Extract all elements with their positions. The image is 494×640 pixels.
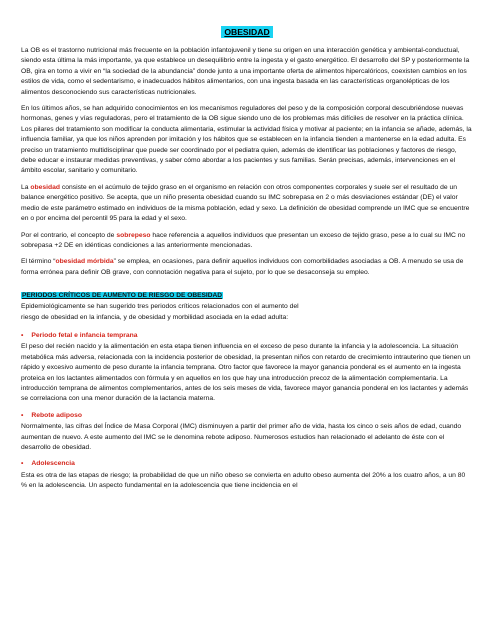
paragraph-knowledge: En los últimos años, se han adquirido conocimientos en los mecanismos reguladores del peso y de la composición corporal descubriéndose nuevas hormonas, genes y vías reguladoras, pero el tratamiento de la OB sigue siendo uno de los problemas más difíciles de resolver en la práctica clínica. Los pilares del tratamiento son modificar la conducta alimentaria, estimular la actividad física y motivar al paciente; en la infancia se añade, además, la influencia familiar, ya que los niños aprenden por imitación y los hábitos que se establecen en la infancia tienden a mantenerse en la edad adulta. Es preciso un tratamiento multidisciplinar que puede ser coordinado por el pediatra quien, además de identificar las poblaciones y factores de riesgo, debe educar e instaurar medidas preventivas, y saber cómo abordar a los pacientes y sus familias. Serán precisas, además, intervenciones en el ámbito escolar, sanitario y comunitario. bbox=[21, 105, 472, 175]
term-obesidad: obesidad bbox=[30, 183, 61, 191]
title-container bbox=[21, 22, 473, 40]
text-fragment: El término “ bbox=[21, 258, 56, 266]
subsection-text: Normalmente, las cifras del Índice de Masa Corporal (IMC) disminuyen a partir del primer año de vida, hasta los cinco o seis años de edad, cuando aumentan de nuevo. A este aumento del IMC se le denomina rebote adiposo. Numerosos estudios han relacionado el adelanto de éste con el desarrollo de obesidad. bbox=[21, 423, 462, 451]
bullet-icon: • bbox=[21, 411, 24, 419]
text-fragment: Por el contrario, el concepto de bbox=[21, 231, 117, 239]
page-title: OBESIDAD bbox=[221, 26, 272, 38]
subsection-label: Adolescencia bbox=[31, 460, 75, 468]
paragraph-obesity-definition bbox=[21, 183, 473, 225]
term-sobrepeso: sobrepeso bbox=[116, 231, 151, 239]
subsection-text: El peso del recién nacido y la alimentación en esta etapa tienen influencia en el exceso de peso durante la infancia y la adolescencia. La situación metabólica más adversa, relacionada con la incidencia posterior de obesidad, la presentan niños con retardo de crecimiento intrauterino que tienen un rápido y excesivo aumento de peso durante la infancia temprana. Otro factor que favorece la mayor ganancia ponderal es el aumento en la ingesta proteica en los lactantes alimentados con fórmula y en aquellos en los que hay una introducción precoz de la alimentación complementaria. La introducción temprana de alimentos complementarios, antes de los seis meses de vida, favorece mayor ganancia ponderal en los lactantes y además se correlaciona con una menor duración de la lactancia materna. bbox=[21, 343, 471, 403]
term-obesidad-morbida: obesidad mórbida bbox=[55, 258, 114, 266]
subsection-heading bbox=[21, 411, 473, 421]
subsection-heading bbox=[21, 459, 473, 469]
bullet-icon: • bbox=[21, 460, 24, 468]
text-fragment: ” se emplea, en ocasiones, para definir aquellos individuos con comorbilidades asociadas a OB. A menudo se usa de forma errónea para definir OB grave, con connotación negativa para el sujeto, por lo que se desaconseja su empleo. bbox=[21, 258, 464, 276]
section-intro bbox=[21, 302, 473, 323]
text-fragment: hace referencia a aquellos individuos que presentan un exceso de tejido graso, pese a lo cual su IMC no sobrepasa +2 DE en idénticas condiciones a las anteriormente mencionadas. bbox=[21, 231, 466, 249]
paragraph-morbid-obesity bbox=[21, 257, 473, 278]
paragraph-overweight-definition bbox=[21, 231, 473, 252]
subsection-heading bbox=[21, 331, 473, 341]
text-fragment: consiste en el acúmulo de tejido graso en el organismo en relación con otros componentes corporales y suele ser el resultado de un balance energético positivo. Se acepta, que un niño presenta obesidad cuando su IMC sobrepasa en 2 o más desviaciones estándar (DE) el valor medio de este parámetro estimado en individuos de la misma población, edad y sexo. La definición de obesidad comprende un IMC que se encuentre en o por encima del percentil 95 para la edad y el sexo. bbox=[21, 183, 470, 223]
text-fragment: La bbox=[21, 183, 31, 191]
bullet-icon: • bbox=[21, 331, 24, 339]
section-intro-line: Epidemiológicamente se han sugerido tres periodos críticos relacionados con el aumento del bbox=[21, 303, 299, 311]
section-heading: PERIODOS CRÍTICOS DE AUMENTO DE RIESGO DE OBESIDAD bbox=[22, 292, 223, 300]
subsection-label: Periodo fetal e infancia temprana bbox=[31, 331, 138, 339]
paragraph-intro: La OB es el trastorno nutricional más frecuente en la población infantojuvenil y tiene su origen en una interacción genética y ambiental-conductual, siendo esta última la más importante, ya que establece un desequilibrio entre la ingesta y el gasto energético. El desarrollo del SP y posteriormente la OB, gira en torno a vivir en “la sociedad de la abundancia” donde junto a una importante oferta de alimentos hipercalóricos, coexisten cambios en los estilos de vida, como el sedentarismo, e inadecuados hábitos alimentarios, con una ingesta basada en las características organolépticas de los alimentos desconociendo sus características nutricionales. bbox=[21, 47, 470, 96]
subsection-text: Esta es otra de las etapas de riesgo; la probabilidad de que un niño obeso se convierta en adulto obeso aumenta del 20% a los cuatro años, a un 80 % en la adolescencia. Un aspecto fundamental en la adolescencia que tiene incidencia en el bbox=[21, 471, 466, 490]
subsection-label: Rebote adiposo bbox=[31, 411, 83, 419]
section-intro-line: riesgo de obesidad en la infancia, y de obesidad y morbilidad asociada en la edad adulta: bbox=[21, 313, 289, 321]
section-critical-periods bbox=[21, 284, 473, 492]
